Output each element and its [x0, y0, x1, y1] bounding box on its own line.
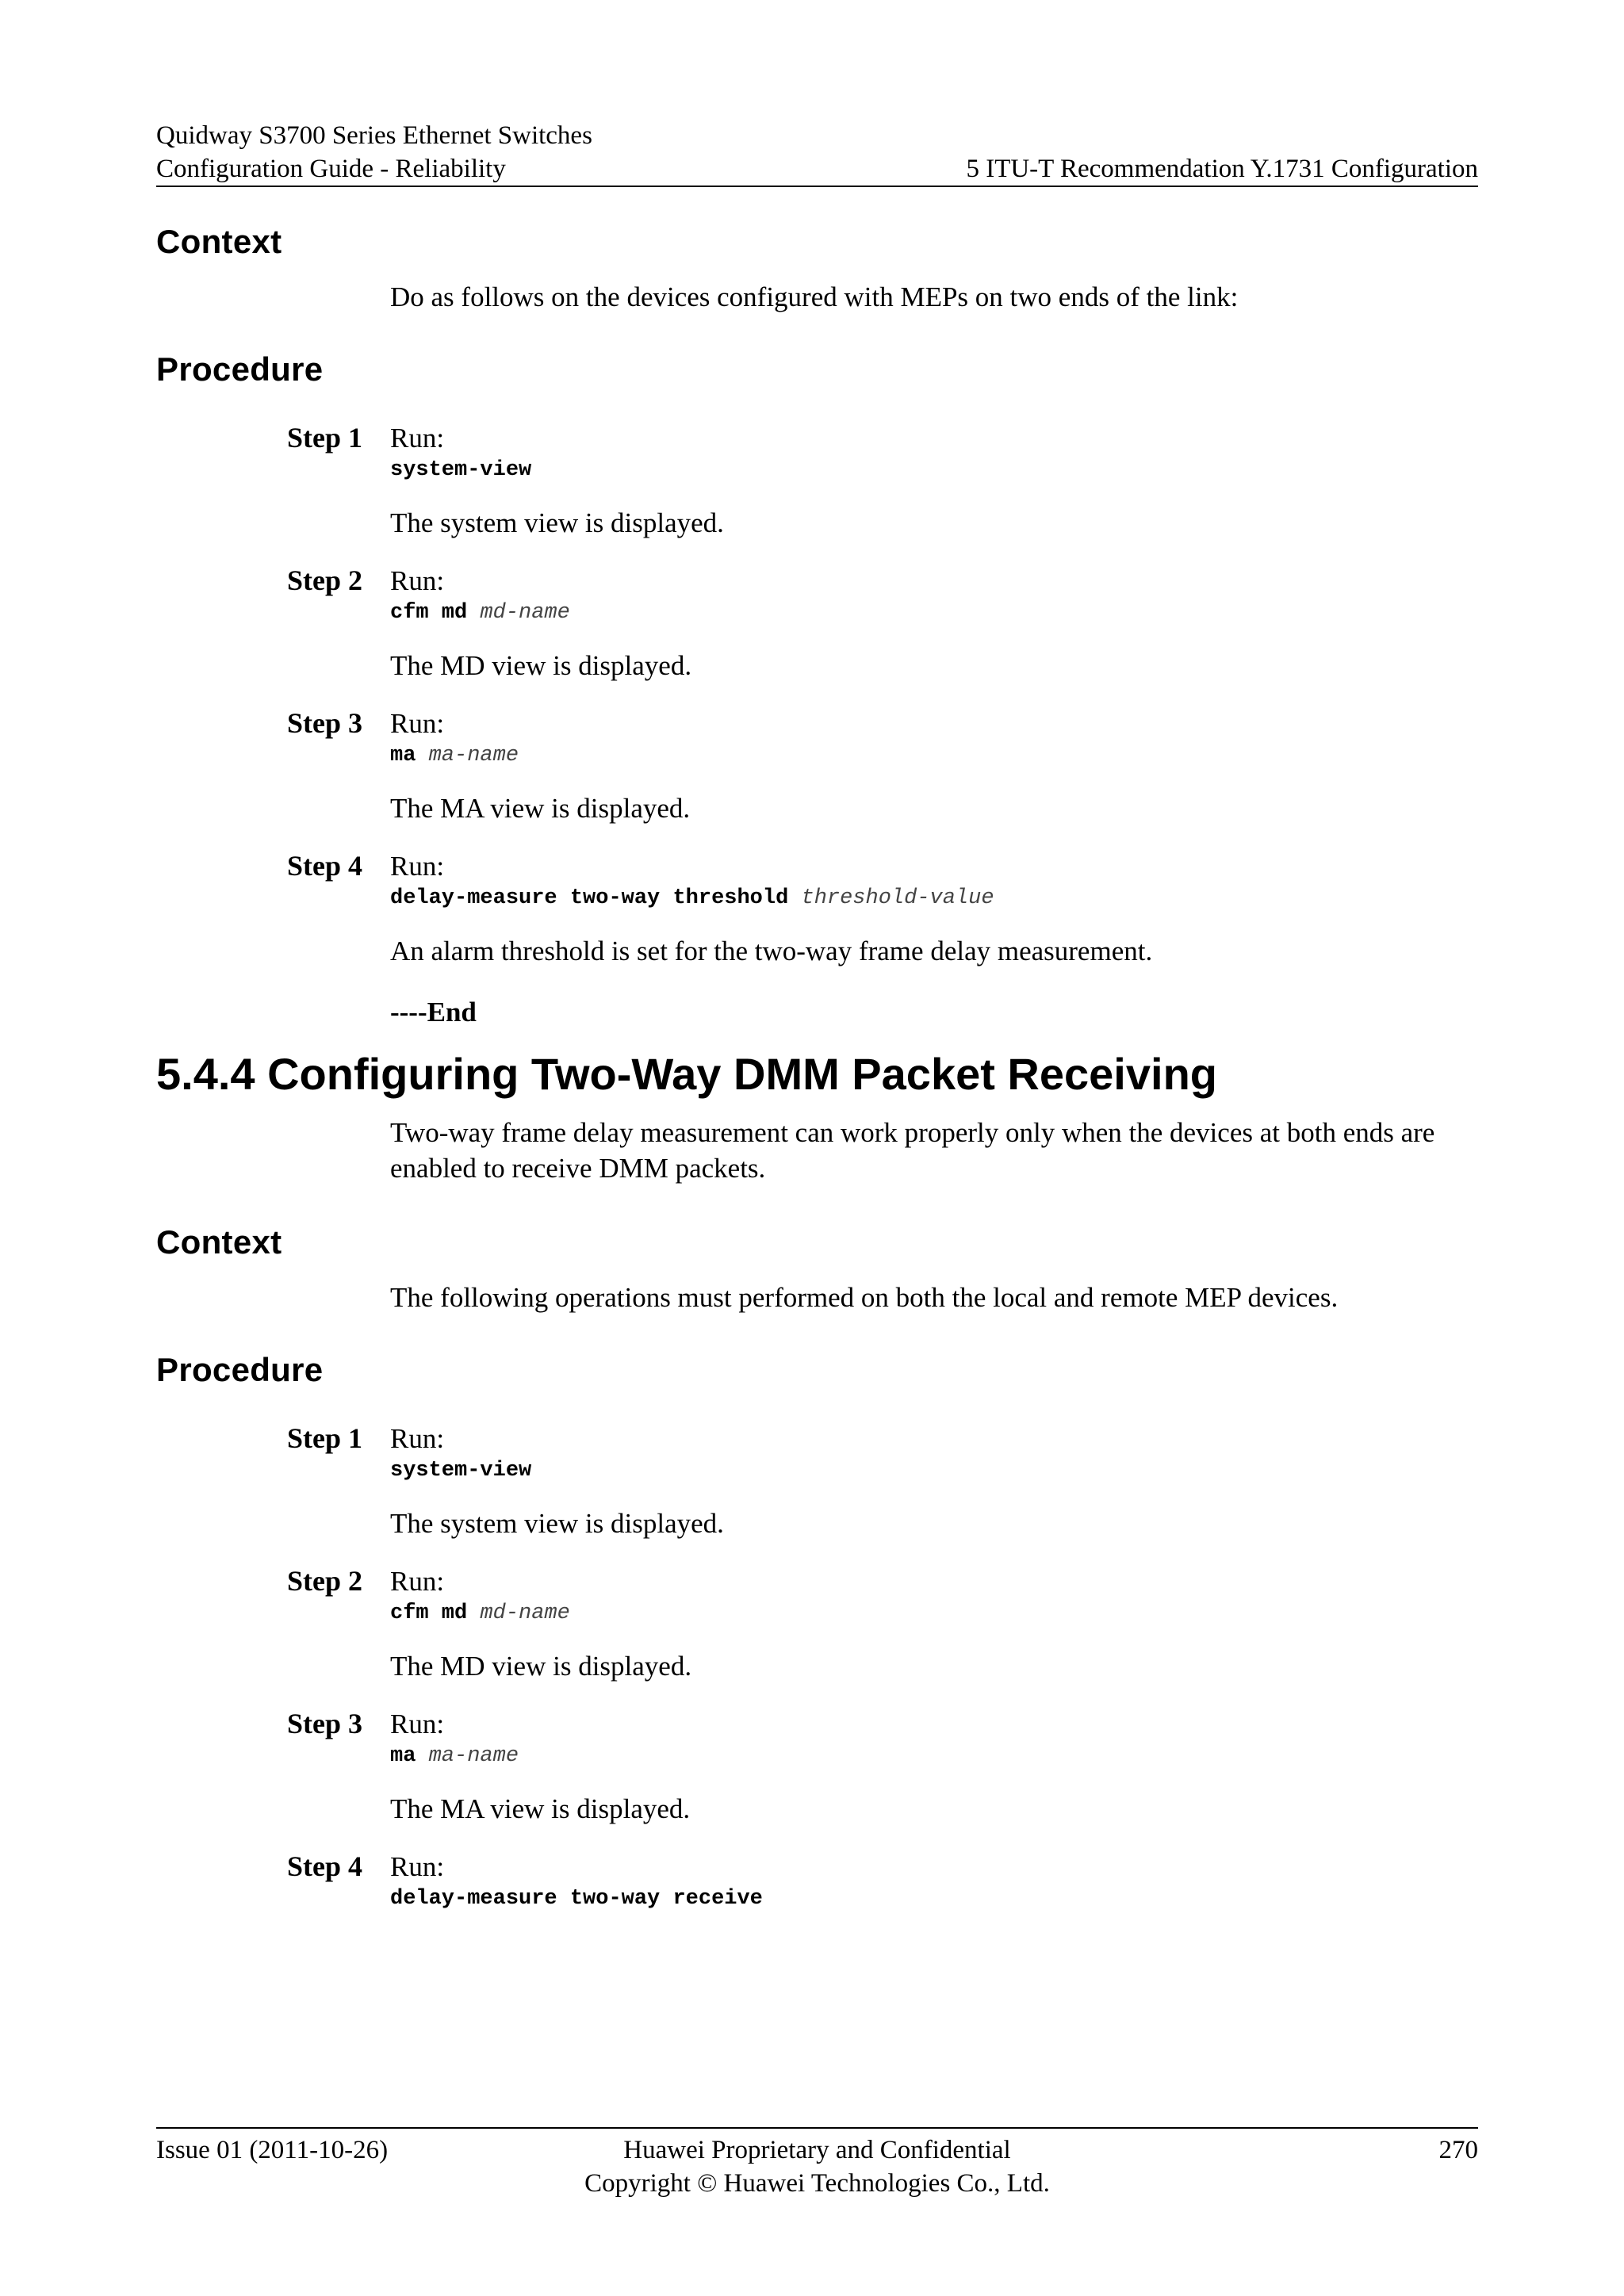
step-description: The system view is displayed. — [390, 507, 724, 538]
step-2a — [156, 563, 1478, 683]
run-text: Run: — [390, 564, 445, 596]
run-text: Run: — [390, 1708, 445, 1739]
header-chapter: 5 ITU-T Recommendation Y.1731 Configuration — [966, 155, 1478, 183]
run-text: Run: — [390, 707, 445, 739]
step-3b — [156, 1706, 1478, 1827]
step-description: The MA view is displayed. — [390, 1793, 691, 1824]
command-line: delay-measure two-way threshold threshold-value — [390, 886, 994, 910]
header-guide: Configuration Guide - Reliability — [156, 155, 506, 183]
step-label: Step 2 — [287, 1564, 363, 1597]
step-label: Step 4 — [287, 849, 363, 882]
context-text-1: Do as follows on the devices configured with MEPs on two ends of the link: — [390, 281, 1239, 313]
footer-copyright: Copyright © Huawei Technologies Co., Ltd. — [584, 2169, 1050, 2198]
context-heading-1: Context — [156, 223, 282, 260]
context-heading-2: Context — [156, 1223, 282, 1261]
page-header — [156, 119, 1478, 187]
step-label: Step 1 — [287, 1422, 363, 1454]
step-description: The MD view is displayed. — [390, 1650, 692, 1682]
step-description: The MA view is displayed. — [390, 792, 691, 824]
context-text-2: The following operations must performed on both the local and remote MEP devices. — [390, 1282, 1339, 1314]
footer-page-number: 270 — [1438, 2136, 1478, 2164]
run-text: Run: — [390, 1422, 445, 1454]
run-text: Run: — [390, 422, 445, 453]
run-text: Run: — [390, 1850, 445, 1882]
step-description: The MD view is displayed. — [390, 649, 692, 681]
header-product: Quidway S3700 Series Ethernet Switches — [156, 121, 592, 150]
step-label: Step 1 — [287, 421, 363, 453]
run-text: Run: — [390, 850, 445, 882]
command-line: ma ma-name — [390, 1743, 519, 1768]
procedure-heading-1: Procedure — [156, 350, 324, 388]
run-text: Run: — [390, 1565, 445, 1597]
step-1a — [156, 420, 1478, 541]
step-2b — [156, 1563, 1478, 1684]
command-line: ma ma-name — [390, 743, 519, 767]
command-line: cfm md md-name — [390, 600, 570, 625]
step-3a — [156, 706, 1478, 826]
command-line: system-view — [390, 457, 532, 482]
step-description: An alarm threshold is set for the two-way frame delay measurement. — [390, 935, 1153, 966]
step-1b — [156, 1421, 1478, 1541]
document-body — [156, 222, 1478, 1913]
page-footer — [156, 2127, 1478, 2200]
step-label: Step 4 — [287, 1850, 363, 1882]
section-intro: Two-way frame delay measurement can work properly only when the devices at both ends are enabled to receive DMM packets. — [390, 1116, 1435, 1184]
step-4a — [156, 848, 1478, 969]
command-line: delay-measure two-way receive — [390, 1886, 763, 1911]
step-label: Step 3 — [287, 1707, 363, 1739]
step-4b — [156, 1849, 1478, 1913]
end-marker: ----End — [390, 996, 477, 1027]
step-label: Step 2 — [287, 564, 363, 596]
step-label: Step 3 — [287, 706, 363, 739]
footer-confidential: Huawei Proprietary and Confidential — [623, 2136, 1011, 2164]
procedure-heading-2: Procedure — [156, 1351, 324, 1389]
step-description: The system view is displayed. — [390, 1507, 724, 1539]
footer-issue: Issue 01 (2011-10-26) — [156, 2136, 389, 2164]
command-line: system-view — [390, 1458, 532, 1483]
section-title: 5.4.4 Configuring Two-Way DMM Packet Receiving — [156, 1048, 1217, 1099]
command-line: cfm md md-name — [390, 1601, 570, 1625]
